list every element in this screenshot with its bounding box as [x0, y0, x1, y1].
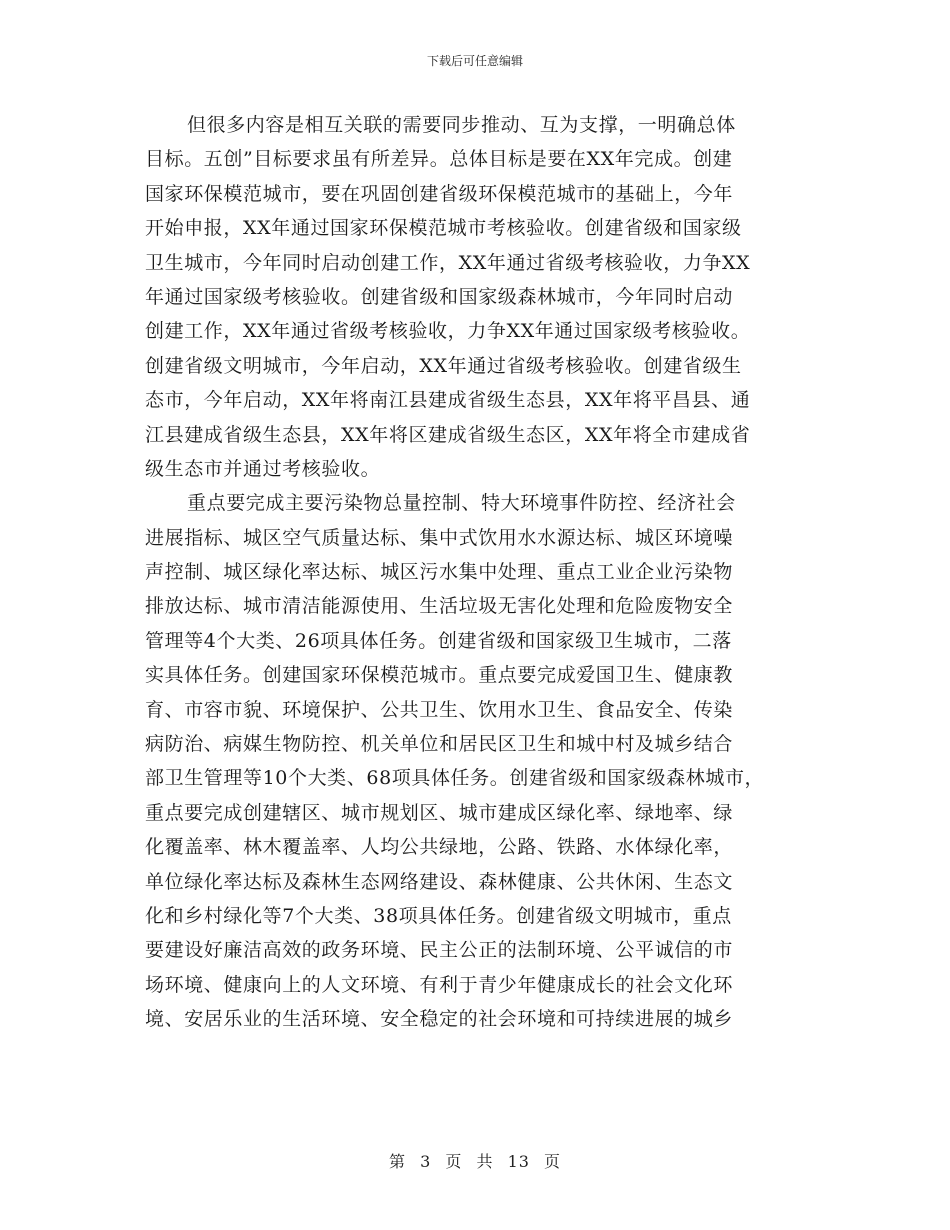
text-line: 卫生城市，今年同时启动创建工作，XX年通过省级考核验收，力争XX — [145, 251, 751, 274]
text-line: 创建工作，XX年通过省级考核验收，力争XX年通过国家级考核验收。 — [145, 320, 751, 343]
page-header: 下载后可任意编辑 — [426, 54, 523, 68]
text-line: 化和乡村绿化等7个大类、38项具体任务。创建省级文明城市，重点 — [145, 904, 732, 927]
text-line: 化覆盖率、林木覆盖率、人均公共绿地，公路、铁路、水体绿化率， — [145, 836, 734, 859]
text-line: 管理等4个大类、26项具体任务。创建省级和国家级卫生城市，二落 — [145, 629, 732, 652]
text-line: 级生态市并通过考核验收。 — [145, 457, 381, 480]
text-line: 育、市容市貌、环境保护、公共卫生、饮用水卫生、食品安全、传染 — [145, 698, 734, 721]
text-line: 目标。五创”目标要求虽有所差异。总体目标是要在XX年完成。创建 — [145, 148, 733, 171]
text-line: 排放达标、城市清洁能源使用、生活垃圾无害化处理和危险废物安全 — [145, 595, 734, 618]
page-label-prefix: 第 — [388, 1152, 406, 1171]
text-line: 病防治、病媒生物防控、机关单位和居民区卫生和城中村及城乡结合 — [145, 733, 734, 756]
text-line: 声控制、城区绿化率达标、城区污水集中处理、重点工业企业污染物 — [145, 561, 734, 584]
text-line: 部卫生管理等10个大类、68项具体任务。创建省级和国家级森林城市， — [145, 767, 765, 790]
text-line: 江县建成省级生态县，XX年将区建成省级生态区，XX年将全市建成省 — [145, 423, 751, 446]
text-line: 年通过国家级考核验收。创建省级和国家级森林城市，今年同时启动 — [145, 285, 734, 308]
page-label-suffix: 页 — [544, 1152, 562, 1171]
page-number: 3 — [420, 1152, 432, 1171]
text-line: 实具体任务。创建国家环保模范城市。重点要完成爱国卫生、健康教 — [145, 664, 734, 687]
page-footer — [0, 1152, 950, 1172]
text-line: 要建设好廉洁高效的政务环境、民主公正的法制环境、公平诚信的市 — [145, 939, 734, 962]
text-line: 但很多内容是相互关联的需要同步推动、互为支撑，一明确总体 — [187, 114, 736, 136]
text-line: 重点要完成主要污染物总量控制、特大环境事件防控、经济社会 — [187, 492, 736, 515]
text-line: 境、安居乐业的生活环境、安全稳定的社会环境和可持续进展的城乡 — [145, 1008, 734, 1031]
text-line: 国家环保模范城市，要在巩固创建省级环保模范城市的基础上，今年 — [145, 182, 734, 205]
page-label-middle: 页 — [445, 1152, 463, 1171]
text-line: 态市，今年启动，XX年将南江县建成省级生态县，XX年将平昌县、通 — [145, 389, 751, 412]
document-body — [145, 108, 815, 1037]
total-pages-prefix: 共 — [476, 1152, 494, 1171]
text-line: 开始申报，XX年通过国家环保模范城市考核验收。创建省级和国家级 — [145, 217, 742, 240]
total-pages: 13 — [507, 1152, 530, 1171]
text-line: 进展指标、城区空气质量达标、集中式饮用水水源达标、城区环境噪 — [145, 526, 734, 549]
text-line: 单位绿化率达标及森林生态网络建设、森林健康、公共休闲、生态文 — [145, 870, 734, 893]
text-line: 创建省级文明城市，今年启动，XX年通过省级考核验收。创建省级生 — [145, 354, 742, 377]
text-line: 重点要完成创建辖区、城市规划区、城市建成区绿化率、绿地率、绿 — [145, 801, 734, 824]
text-line: 场环境、健康向上的人文环境、有利于青少年健康成长的社会文化环 — [145, 973, 734, 996]
